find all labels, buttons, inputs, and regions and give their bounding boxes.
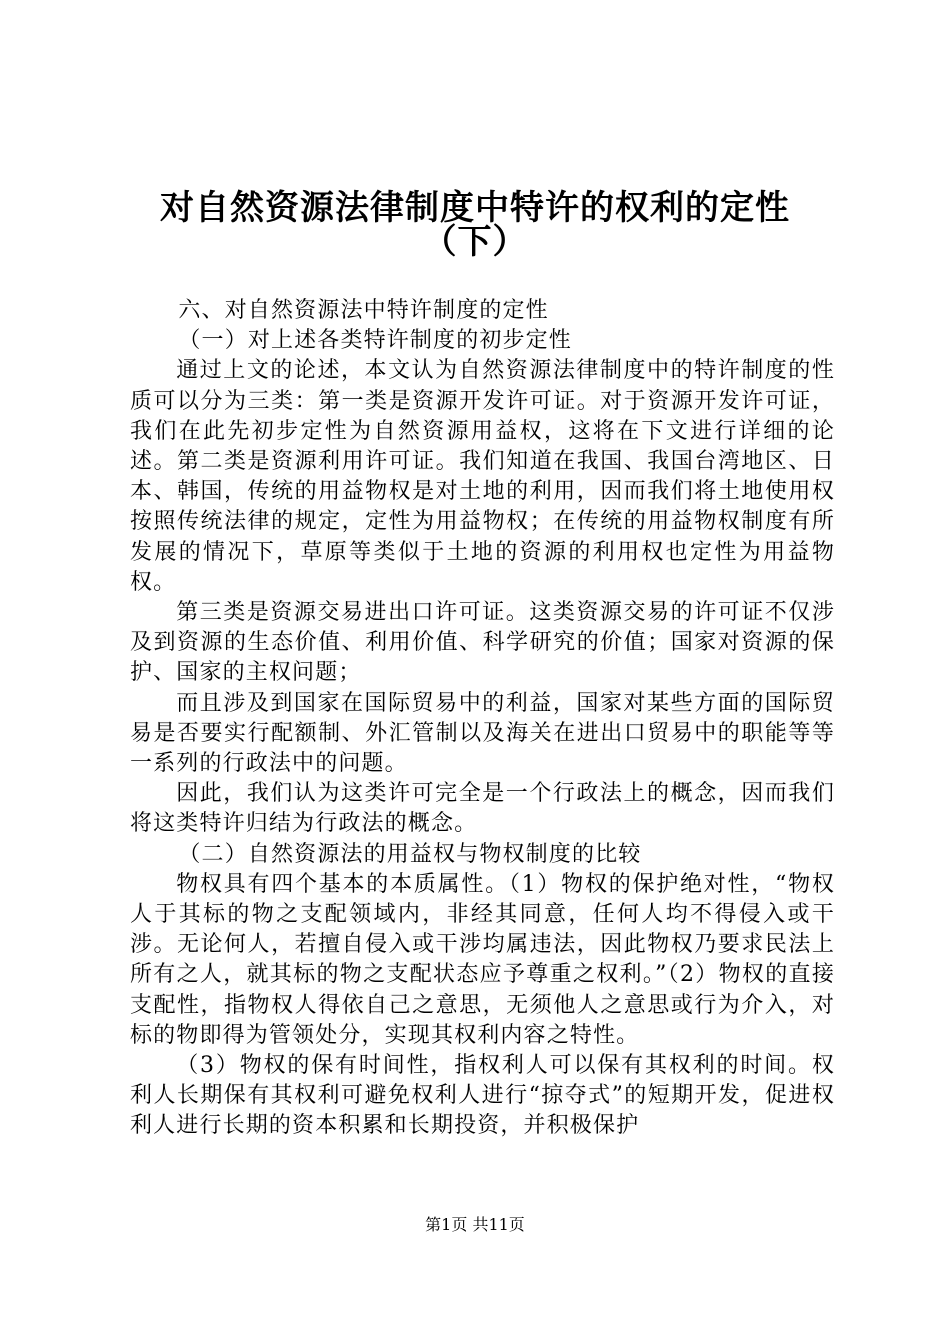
- body-paragraph: 通过上文的论述，本文认为自然资源法律制度中的特许制度的性质可以分为三类：第一类是资源开发许可证。对于资源开发许可证，我们在此先初步定性为自然资源用益权，这将在下文进行详细的论述。第二类是资源利用许可证。我们知道在我国、我国台湾地区、日本、韩国，传统的用益物权是对土地的利用，因而我们将土地使用权按照传统法律的规定，定性为用益物权；在传统的用益物权制度有所发展的情况下，草原等类似于土地的资源的利用权也定性为用益物权。: [130, 358, 835, 595]
- document-title-continued: （下）: [422, 222, 528, 262]
- document-title: 对自然资源法律制度中特许的权利的定性: [160, 188, 790, 228]
- section-heading: 六、对自然资源法中特许制度的定性: [178, 298, 549, 323]
- body-paragraph: 第三类是资源交易进出口许可证。这类资源交易的许可证不仅涉及到资源的生态价值、利用价值、科学研究的价值；国家对资源的保护、国家的主权问题；: [130, 600, 835, 686]
- subsection-heading: （二）自然资源法的用益权与物权制度的比较: [178, 841, 642, 867]
- page-number-footer: 第1页 共11页: [425, 1215, 525, 1234]
- subsection-heading: （一）对上述各类特许制度的初步定性: [178, 328, 572, 354]
- document-body: [130, 296, 835, 1142]
- body-paragraph: 而且涉及到国家在国际贸易中的利益，国家对某些方面的国际贸易是否要实行配额制、外汇管制以及海关在进出口贸易中的职能等等一系列的行政法中的问题。: [130, 690, 835, 777]
- body-paragraph: 物权具有四个基本的本质属性。（1）物权的保护绝对性，“物权人于其标的物之支配领域内，非经其同意，任何人均不得侵入或干涉。无论何人，若擅自侵入或干涉均属违法，因此物权乃要求民法上所有之人，就其标的物之支配状态应予尊重之权利。”（2）物权的直接支配性，指物权人得依自己之意思，无须他人之意思或行为介入，对标的物即得为管领处分，实现其权利内容之特性。: [130, 871, 835, 1048]
- body-paragraph: （3）物权的保有时间性，指权利人可以保有其权利的时间。权利人长期保有其权利可避免权利人进行“掠夺式”的短期开发，促进权利人进行长期的资本积累和长期投资，并积极保护: [130, 1053, 835, 1139]
- body-paragraph: 因此，我们认为这类许可完全是一个行政法上的概念，因而我们将这类特许归结为行政法的概念。: [130, 781, 835, 837]
